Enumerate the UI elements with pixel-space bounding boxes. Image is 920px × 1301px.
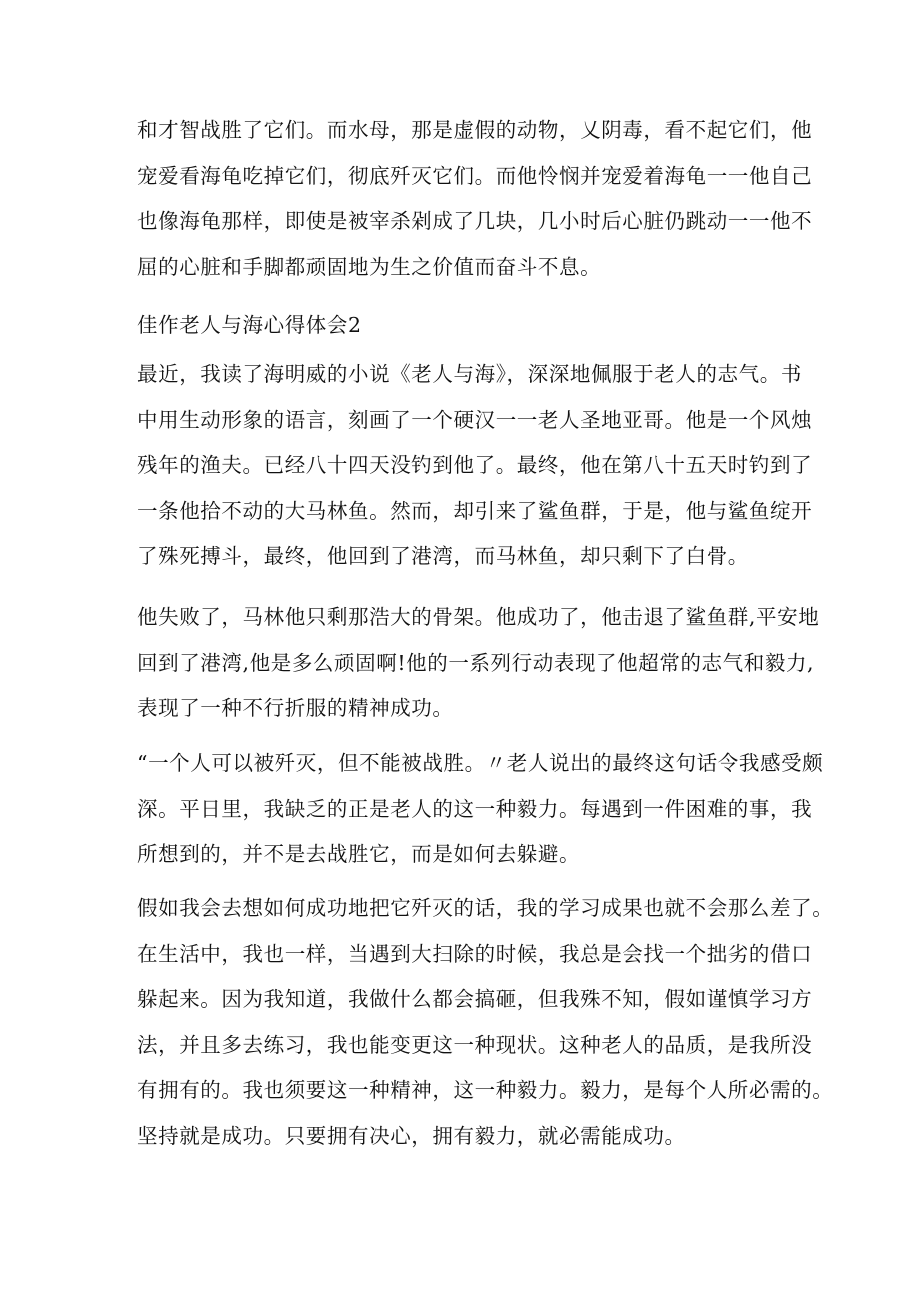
text-line: 在生活中，我也一样，当遇到大扫除的时候，我总是会找一个拙劣的借口 [137,941,813,966]
text-line: 所想到的，并不是去战胜它，而是如何去躲避。 [137,842,581,866]
text-line: 最近，我读了海明威的小说《老人与海》，深深地佩服于老人的志气。书 [137,362,802,386]
text-line: 深。平日里，我缺乏的正是老人的这一种毅力。每遇到一件困难的事，我 [137,796,813,821]
text-line: 躲起来。因为我知道，我做什么都会搞砸，但我殊不知，假如谨慎学习方 [137,987,813,1011]
text-line: “一个人可以被歼灭，但不能被战胜。〃老人说出的最终这句话令我感受颇 [137,751,824,775]
paragraph-quote [137,741,824,878]
text-line: 残年的渔夫。已经八十四天没钓到他了。最终，他在第八十五天时钓到了 [137,453,813,477]
text-line: 一条他拾不动的大马林鱼。然而，却引来了鲨鱼群，于是，他与鲨鱼绽开 [137,498,813,523]
section-heading: 佳作老人与海心得体会2 [137,313,362,337]
text-line: 他失败了，马林他只剩那浩大的骨架。他成功了，他击退了鲨鱼群,平安地 [137,605,820,629]
text-line: 屈的心脏和手脚都顽固地为生之价值而奋斗不息。 [137,254,602,279]
paragraph-success [137,595,820,732]
text-line: 宠爱看海龟吃掉它们，彻底歼灭它们。而他怜悯并宠爱着海龟一一他自己 [137,163,813,188]
paragraph-reflection [137,886,834,1159]
text-line: 和才智战胜了它们。而水母，那是虚假的动物，乂阴毒，看不起它们，他 [137,118,813,142]
text-line: 坚持就是成功。只要拥有决心，拥有毅力，就必需能成功。 [137,1123,686,1148]
text-line: 了殊死搏斗，最终，他回到了港湾，而马林鱼，却只剩下了白骨。 [137,544,749,568]
text-line: 回到了港湾,他是多么顽固啊!他的一系列行动表现了他超常的志气和毅力, [137,650,815,675]
text-line: 也像海龟那样，即使是被宰杀剁成了几块，几小时后心脏仍跳动一一他不 [137,209,813,233]
text-line: 表现了一种不行折服的精神成功。 [137,696,454,720]
text-line: 有拥有的。我也须要这一种精神，这一种毅力。毅力，是每个人所必需的。 [137,1078,834,1102]
text-line: 中用生动形象的语言，刻画了一个硬汉一一老人圣地亚哥。他是一个风烛 [137,407,813,432]
text-line: 假如我会去想如何成功地把它歼灭的话，我的学习成果也就不会那么差了。 [137,896,834,920]
paragraph-intro [137,352,813,580]
text-line: 法，并且多去练习，我也能变更这一种现状。这种老人的品质，是我所没 [137,1032,813,1057]
paragraph-continuation [137,108,813,290]
